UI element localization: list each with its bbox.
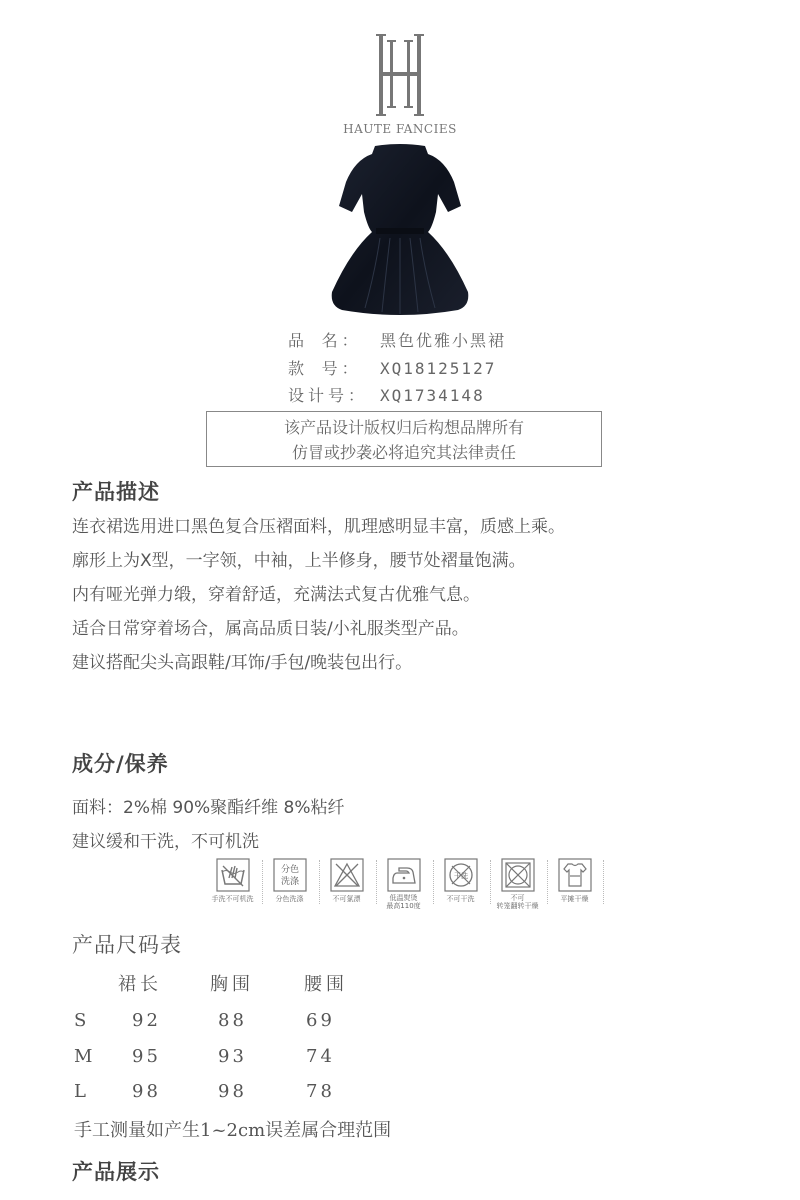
no-dry-clean-caption: 不可干洗 bbox=[446, 895, 475, 903]
no-tumble-dry-caption: 不可 转笼翻转干燥 bbox=[496, 894, 539, 910]
divider bbox=[603, 860, 604, 904]
size-header-length: 裙长 bbox=[118, 974, 162, 995]
size-value: 78 bbox=[306, 1081, 335, 1102]
care-advice: 建议缓和干洗，不可机洗 bbox=[72, 832, 259, 852]
size-value: 98 bbox=[132, 1081, 161, 1102]
style-number-value: XQ18125127 bbox=[380, 359, 497, 378]
no-tumble-dry-icon bbox=[501, 858, 535, 892]
notice-line-1: 该产品设计版权归后构想品牌所有 bbox=[283, 418, 524, 437]
description-title: 产品描述 bbox=[72, 480, 160, 504]
no-dry-clean-item bbox=[433, 858, 488, 904]
no-bleach-caption: 不可氯漂 bbox=[332, 895, 361, 903]
size-value: 98 bbox=[218, 1081, 247, 1102]
hand-wash-icon bbox=[216, 858, 250, 892]
no-bleach-item bbox=[319, 858, 374, 904]
size-value: 74 bbox=[306, 1046, 335, 1067]
size-header-bust: 胸围 bbox=[210, 974, 254, 995]
flat-dry-item bbox=[547, 858, 602, 904]
separate-wash-item bbox=[262, 858, 317, 904]
size-label: M bbox=[74, 1046, 96, 1067]
svg-text:干洗: 干洗 bbox=[453, 872, 468, 880]
low-iron-caption: 低温熨烫 最高110度 bbox=[386, 894, 421, 910]
description-line: 廓形上为X型，一字领，中袖，上半修身，腰节处褶量饱满。 bbox=[72, 551, 526, 571]
no-bleach-icon bbox=[330, 858, 364, 892]
size-label: S bbox=[74, 1010, 90, 1031]
no-tumble-dry-item bbox=[490, 858, 545, 910]
size-value: 95 bbox=[132, 1046, 161, 1067]
copyright-notice bbox=[206, 411, 602, 467]
separate-wash-caption: 分色洗涤 bbox=[275, 895, 304, 903]
low-iron-icon bbox=[387, 858, 421, 892]
description-line: 连衣裙选用进口黑色复合压褶面料，肌理感明显丰富，质感上乘。 bbox=[72, 517, 565, 537]
size-value: 92 bbox=[132, 1010, 161, 1031]
description-line: 建议搭配尖头高跟鞋/耳饰/手包/晚装包出行。 bbox=[72, 653, 413, 673]
dress-image bbox=[320, 142, 480, 320]
size-note: 手工测量如产生1~2cm误差属合理范围 bbox=[74, 1120, 392, 1141]
flat-dry-caption: 平摊干燥 bbox=[560, 895, 589, 903]
size-chart-title: 产品尺码表 bbox=[72, 933, 182, 957]
product-name-row bbox=[288, 328, 506, 351]
showcase-title: 产品展示 bbox=[72, 1160, 160, 1184]
hand-wash-item bbox=[205, 858, 260, 904]
design-number-row bbox=[288, 383, 485, 406]
fabric-composition: 面料：2%棉 90%聚酯纤维 8%粘纤 bbox=[72, 798, 345, 818]
product-name-value: 黑色优雅小黑裙 bbox=[380, 331, 507, 350]
flat-dry-icon bbox=[558, 858, 592, 892]
no-dry-clean-icon bbox=[444, 858, 478, 892]
svg-text:分色: 分色 bbox=[280, 865, 299, 875]
size-value: 69 bbox=[306, 1010, 335, 1031]
notice-line-2: 仿冒或抄袭必将追究其法律责任 bbox=[291, 443, 516, 462]
description-line: 内有哑光弹力缎，穿着舒适，充满法式复古优雅气息。 bbox=[72, 585, 480, 605]
design-number-value: XQ1734148 bbox=[380, 386, 485, 405]
composition-title: 成分/保养 bbox=[72, 752, 169, 776]
style-number-row bbox=[288, 356, 496, 379]
size-label: L bbox=[74, 1081, 89, 1102]
hand-wash-caption: 手洗不可机洗 bbox=[211, 895, 254, 903]
description-line: 适合日常穿着场合，属高品质日装/小礼服类型产品。 bbox=[72, 619, 469, 639]
size-value: 88 bbox=[218, 1010, 247, 1031]
brand-logo bbox=[370, 30, 430, 120]
style-number-label: 款 号： bbox=[288, 359, 362, 378]
product-name-label: 品 名： bbox=[288, 331, 362, 350]
brand-name: HAUTE FANCIES bbox=[343, 122, 457, 136]
size-header-waist: 腰围 bbox=[304, 974, 348, 995]
low-iron-item bbox=[376, 858, 431, 910]
svg-text:洗涤: 洗涤 bbox=[280, 877, 299, 887]
size-value: 93 bbox=[218, 1046, 247, 1067]
design-number-label: 设计号： bbox=[288, 386, 369, 405]
care-icons-row bbox=[205, 858, 605, 918]
separate-wash-icon bbox=[273, 858, 307, 892]
